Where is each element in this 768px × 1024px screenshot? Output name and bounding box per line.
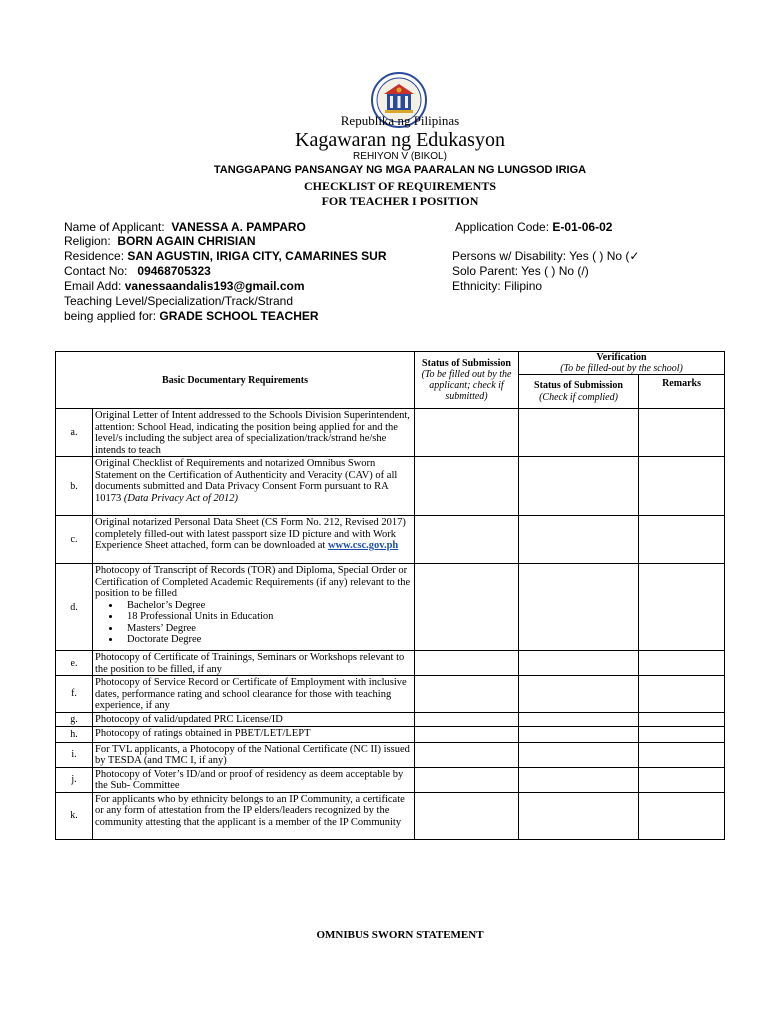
verif-status-cell[interactable] — [519, 516, 639, 564]
remarks-cell[interactable] — [639, 792, 725, 839]
col-verif-status-header — [519, 375, 639, 409]
table-row — [56, 457, 725, 516]
col-verification-note: (To be filled-out by the school) — [560, 363, 683, 374]
verif-status-cell[interactable] — [519, 742, 639, 767]
remarks-cell[interactable] — [639, 564, 725, 651]
checklist-title: CHECKLIST OF REQUIREMENTS — [303, 179, 497, 193]
status-cell[interactable] — [415, 457, 519, 516]
status-cell[interactable] — [415, 742, 519, 767]
col-requirements-header: Basic Documentary Requirements — [56, 352, 415, 409]
row-letter: d. — [56, 564, 93, 651]
contact-line — [64, 264, 211, 278]
application-code-line — [455, 220, 612, 234]
list-item: • Bachelor’s Degree — [121, 600, 412, 612]
remarks-cell[interactable] — [639, 676, 725, 713]
teaching-label-line: Teaching Level/Specialization/Track/Strand — [64, 294, 294, 308]
col-verif-status-note: (Check if complied) — [539, 392, 618, 403]
omnibus-heading: OMNIBUS SWORN STATEMENT — [316, 929, 484, 941]
table-row — [56, 516, 725, 564]
residence-label: Residence: — [64, 249, 125, 263]
remarks-cell[interactable] — [639, 457, 725, 516]
row-description: Original Letter of Intent addressed to the Schools Division Superintendent, attention: School Head, indicating the position being applied for and the level/s including the subject area of specialization/track/strand he/she intends to teach — [93, 409, 415, 457]
email-line — [64, 279, 305, 293]
status-cell[interactable] — [415, 676, 519, 713]
status-cell[interactable] — [415, 792, 519, 839]
solo-parent-line: Solo Parent: Yes ( ) No (/) — [452, 264, 589, 278]
row-description: Photocopy of Certificate of Trainings, Seminars or Workshops relevant to the position to be filled, if any — [93, 651, 415, 676]
verif-status-cell[interactable] — [519, 676, 639, 713]
residence-value: SAN AGUSTIN, IRIGA CITY, CAMARINES SUR — [127, 249, 387, 263]
remarks-cell[interactable] — [639, 767, 725, 792]
row-description: Photocopy of Service Record or Certificate of Employment with inclusive dates, performance rating and school clearance for those with teaching experience, if any — [93, 676, 415, 713]
row-description — [93, 457, 415, 516]
col-status-title: Status of Submission — [422, 358, 511, 369]
verif-status-cell[interactable] — [519, 409, 639, 457]
applicant-name-label: Name of Applicant: — [64, 220, 165, 234]
email-value: vanessaandalis193@gmail.com — [124, 279, 305, 293]
email-label: Email Add: — [64, 279, 122, 293]
residence-line — [64, 249, 387, 263]
remarks-cell[interactable] — [639, 726, 725, 742]
remarks-cell[interactable] — [639, 712, 725, 726]
table-row — [56, 767, 725, 792]
row-letter: c. — [56, 516, 93, 564]
col-status-note: (To be filled out by the applicant; check if submitted) — [421, 369, 512, 402]
row-letter: f. — [56, 676, 93, 713]
table-row — [56, 409, 725, 457]
religion-label: Religion: — [64, 234, 111, 248]
table-row — [56, 676, 725, 713]
verif-status-cell[interactable] — [519, 767, 639, 792]
contact-label: Contact No: — [64, 264, 128, 278]
status-cell[interactable] — [415, 726, 519, 742]
remarks-cell[interactable] — [639, 516, 725, 564]
row-description-text: Original Checklist of Requirements and notarized Omnibus Sworn Statement on the Certification of Authenticity and Veracity (CAV) of all documents submitted and Data Privacy Consent Form pursuant to RA 10173 — [95, 458, 398, 504]
teaching-value: GRADE SCHOOL TEACHER — [159, 309, 319, 323]
list-item: • Masters’ Degree — [121, 623, 412, 635]
col-remarks-header: Remarks — [639, 375, 725, 409]
status-cell[interactable] — [415, 712, 519, 726]
verif-status-cell[interactable] — [519, 726, 639, 742]
verif-status-cell[interactable] — [519, 792, 639, 839]
table-row — [56, 651, 725, 676]
remarks-cell[interactable] — [639, 409, 725, 457]
row-letter: g. — [56, 712, 93, 726]
requirements-table — [55, 351, 725, 840]
row-letter: e. — [56, 651, 93, 676]
ethnicity-line: Ethnicity: Filipino — [452, 279, 543, 293]
religion-value: BORN AGAIN CHRISIAN — [117, 234, 256, 248]
position-title: FOR TEACHER I POSITION — [321, 194, 479, 208]
row-description: Photocopy of ratings obtained in PBET/LET/LEPT — [93, 726, 415, 742]
verif-status-cell[interactable] — [519, 564, 639, 651]
table-row — [56, 726, 725, 742]
applicant-name-line — [64, 220, 306, 234]
row-letter: k. — [56, 792, 93, 839]
csc-link[interactable]: www.csc.gov.ph — [327, 540, 399, 551]
table-row — [56, 564, 725, 651]
application-code-label: Application Code: — [455, 220, 550, 234]
verif-status-cell[interactable] — [519, 712, 639, 726]
status-cell[interactable] — [415, 564, 519, 651]
teaching-line — [64, 309, 319, 323]
division-office-heading: TANGGAPANG PANSANGAY NG MGA PAARALAN NG LUNGSOD IRIGA — [213, 164, 587, 176]
row-letter: b. — [56, 457, 93, 516]
row-letter: j. — [56, 767, 93, 792]
kagawaran-heading: Kagawaran ng Edukasyon — [295, 129, 505, 151]
teaching-label: being applied for: — [64, 309, 157, 323]
col-verification-title: Verification — [596, 352, 647, 363]
row-description: For applicants who by ethnicity belongs to an IP Community, a certificate or any form of attestation from the IP elders/leaders recognized by the community attesting that the applicant is a member of the IP Community — [93, 792, 415, 839]
row-description — [93, 516, 415, 564]
verif-status-cell[interactable] — [519, 457, 639, 516]
religion-line — [64, 234, 256, 248]
col-verification-header — [519, 352, 725, 375]
table-row — [56, 742, 725, 767]
status-cell[interactable] — [415, 651, 519, 676]
republika-heading: Republika ng Pilipinas — [340, 113, 460, 128]
list-item: • Doctorate Degree — [121, 634, 412, 646]
rehiyon-heading: REHIYON V (BIKOL) — [353, 151, 447, 162]
applicant-name-value: VANESSA A. PAMPARO — [171, 220, 306, 234]
degree-list — [95, 600, 412, 646]
table-row — [56, 792, 725, 839]
row-description-text: Photocopy of Transcript of Records (TOR) and Diploma, Special Order or Certification of Completed Academic Requirements (if any) relevant to the position to be filled — [95, 565, 411, 599]
remarks-cell[interactable] — [639, 742, 725, 767]
row-description: Photocopy of Voter’s ID/and or proof of residency as deem acceptable by the Sub- Committee — [93, 767, 415, 792]
status-cell[interactable] — [415, 409, 519, 457]
row-description: For TVL applicants, a Photocopy of the National Certificate (NC II) issued by TESDA (and TMC I, if any) — [93, 742, 415, 767]
verif-status-cell[interactable] — [519, 651, 639, 676]
col-status-header — [415, 352, 519, 409]
remarks-cell[interactable] — [639, 651, 725, 676]
table-row — [56, 712, 725, 726]
disability-line: Persons w/ Disability: Yes ( ) No (✓ — [452, 249, 640, 263]
list-item: • 18 Professional Units in Education — [121, 611, 412, 623]
row-description-italic: (Data Privacy Act of 2012) — [123, 492, 238, 504]
contact-value: 09468705323 — [137, 264, 211, 278]
row-letter: a. — [56, 409, 93, 457]
row-letter: i. — [56, 742, 93, 767]
status-cell[interactable] — [415, 767, 519, 792]
row-letter: h. — [56, 726, 93, 742]
status-cell[interactable] — [415, 516, 519, 564]
row-description-text: Original notarized Personal Data Sheet (CS Form No. 212, Revised 2017) completely filled-out with latest passport size ID picture and with Work Experience Sheet attached, form can be downloaded at — [95, 517, 406, 551]
row-description — [93, 564, 415, 651]
col-verif-status-title: Status of Submission — [534, 380, 623, 391]
row-description: Photocopy of valid/updated PRC License/ID — [93, 712, 415, 726]
application-code-value: E-01-06-02 — [552, 220, 613, 234]
